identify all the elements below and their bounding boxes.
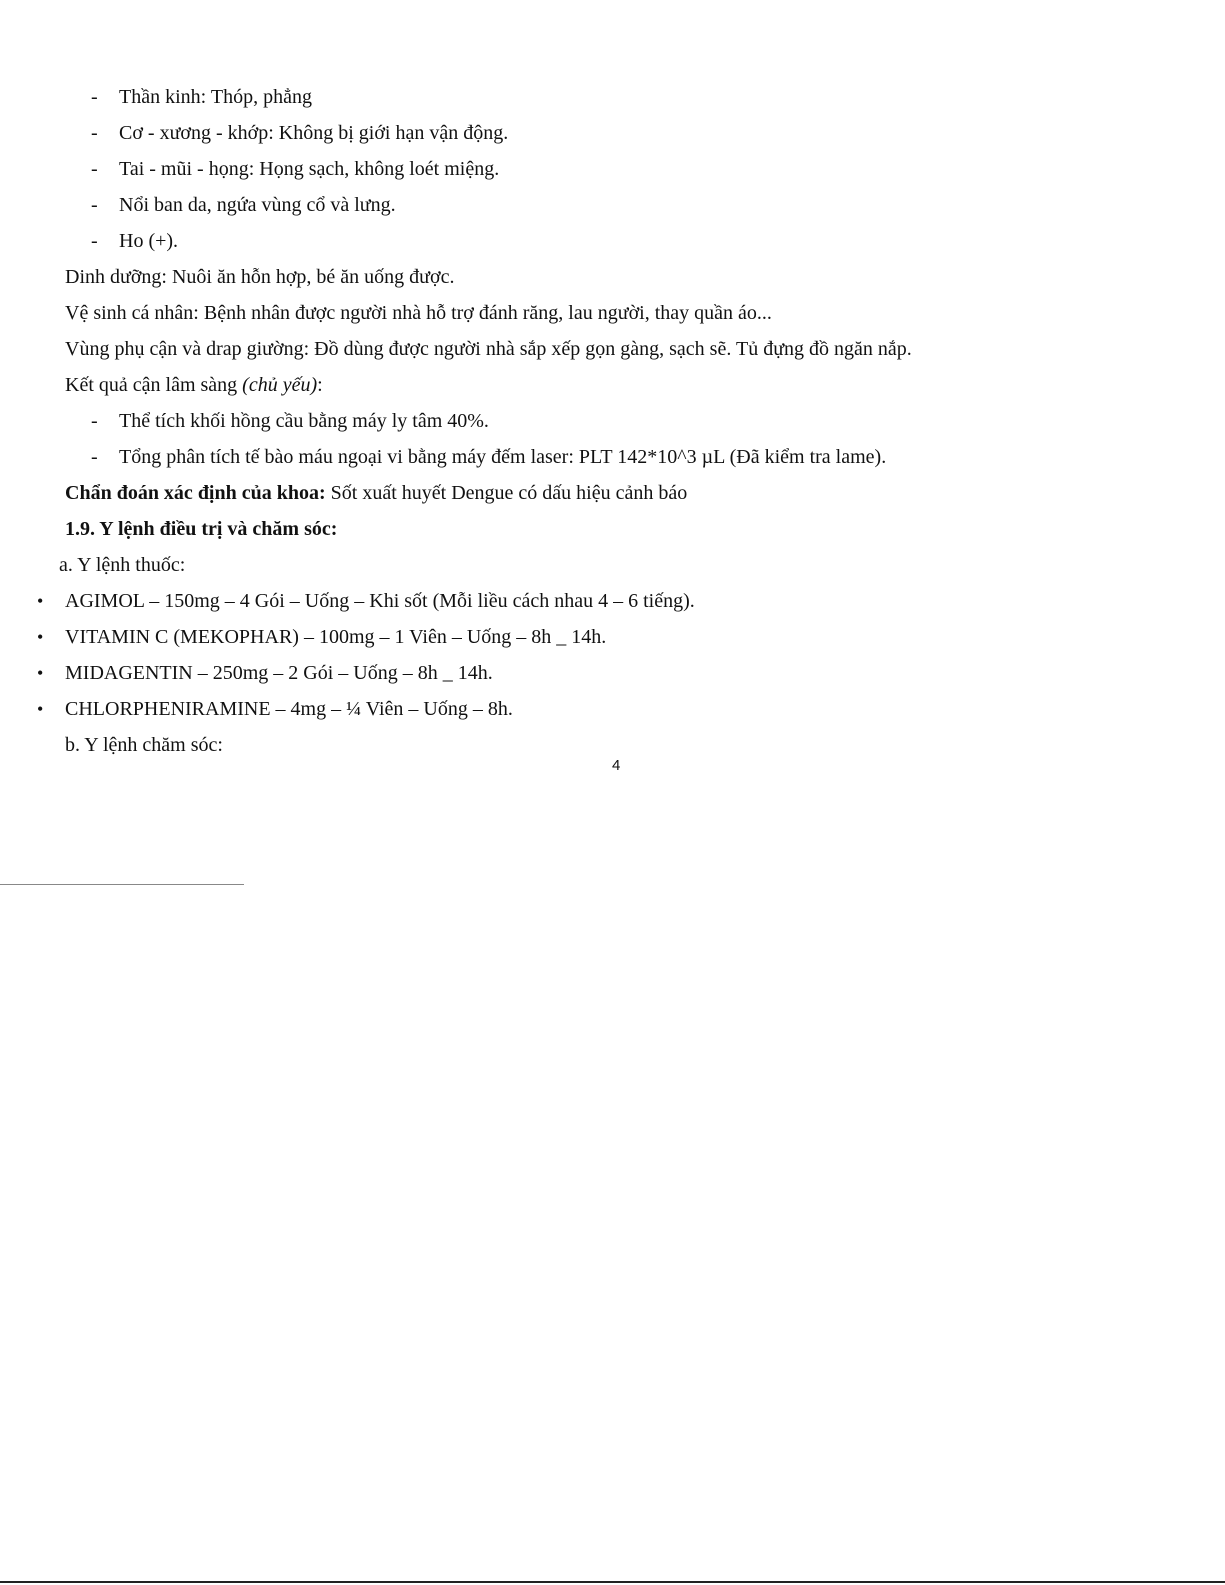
- surroundings-paragraph: Vùng phụ cận và drap giường: Đồ dùng được người nhà sắp xếp gọn gàng, sạch sẽ. Tủ đựng đồ ngăn nắp.: [65, 338, 912, 360]
- lab-item-hematocrit: Thể tích khối hồng cầu bằng máy ly tâm 40%.: [119, 410, 489, 432]
- medication-item-vitamin-c: VITAMIN C (MEKOPHAR) – 100mg – 1 Viên – Uống – 8h _ 14h.: [65, 626, 607, 648]
- diagnosis-text: Sốt xuất huyết Dengue có dấu hiệu cảnh báo: [325, 482, 688, 504]
- section-heading: 1.9. Y lệnh điều trị và chăm sóc:: [65, 518, 338, 540]
- exam-item-neuro: Thần kinh: Thóp, phẳng: [119, 86, 312, 108]
- diagnosis-line: [65, 480, 687, 506]
- nutrition-paragraph: Dinh dưỡng: Nuôi ăn hỗn hợp, bé ăn uống được.: [65, 266, 455, 288]
- dash-marker: -: [91, 158, 98, 180]
- medication-item-chlorpheniramine: CHLORPHENIRAMINE – 4mg – ¼ Viên – Uống – 8h.: [65, 698, 513, 720]
- bullet-marker: •: [37, 699, 44, 719]
- page-number: 4: [612, 757, 621, 774]
- diagnosis-label: Chẩn đoán xác định của khoa:: [65, 482, 326, 504]
- exam-item-cough: Ho (+).: [119, 230, 179, 252]
- bullet-marker: •: [37, 663, 44, 683]
- dash-marker: -: [91, 122, 98, 144]
- exam-item-rash: Nổi ban da, ngứa vùng cổ và lưng.: [119, 194, 396, 216]
- dash-marker: -: [91, 446, 98, 468]
- medication-item-midagentin: MIDAGENTIN – 250mg – 2 Gói – Uống – 8h _ 14h.: [65, 662, 493, 684]
- exam-item-musculoskeletal: Cơ - xương - khớp: Không bị giới hạn vận động.: [119, 122, 509, 144]
- lab-results-heading: [65, 372, 323, 398]
- hygiene-paragraph: Vệ sinh cá nhân: Bệnh nhân được người nhà hỗ trợ đánh răng, lau người, thay quần áo...: [65, 302, 772, 324]
- dash-marker: -: [91, 86, 98, 108]
- medication-item-agimol: AGIMOL – 150mg – 4 Gói – Uống – Khi sốt (Mỗi liều cách nhau 4 – 6 tiếng).: [65, 590, 695, 612]
- medication-heading: a. Y lệnh thuốc:: [59, 554, 186, 576]
- bullet-marker: •: [37, 591, 44, 611]
- lab-label: Kết quả cận lâm sàng: [65, 374, 243, 396]
- bullet-marker: •: [37, 627, 44, 647]
- lab-label-suffix: :: [317, 374, 323, 396]
- dash-marker: -: [91, 194, 98, 216]
- exam-item-ent: Tai - mũi - họng: Họng sạch, không loét miệng.: [119, 158, 500, 180]
- lab-item-cbc: Tổng phân tích tế bào máu ngoại vi bằng máy đếm laser: PLT 142*10^3 µL (Đã kiểm tra lame).: [119, 446, 887, 468]
- care-heading: b. Y lệnh chăm sóc:: [65, 734, 223, 756]
- footnote-divider: [0, 884, 244, 885]
- page-bottom-border: [0, 1581, 1225, 1583]
- dash-marker: -: [91, 230, 98, 252]
- dash-marker: -: [91, 410, 98, 432]
- lab-label-italic: (chủ yếu): [242, 374, 318, 396]
